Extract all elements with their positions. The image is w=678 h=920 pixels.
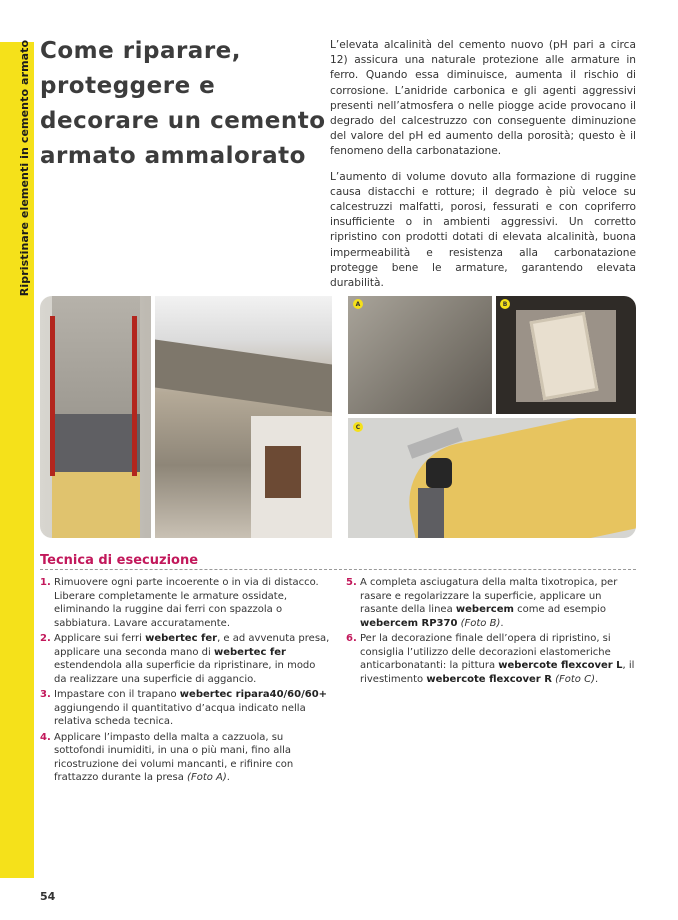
photo-label-c: C [353, 422, 363, 432]
photo-damaged-building [155, 296, 332, 538]
step-text: Applicare l’impasto della malta a cazzuola, su sottofondi inumiditi, in una o più mani, fino alla ricostruzione dei volumi mancanti, e rifinire con frattazzo durante la presa (Foto A). [54, 731, 294, 783]
step-item [346, 632, 636, 686]
product-name: webertec ripara40/60/60+ [179, 689, 328, 700]
section-divider [40, 569, 636, 570]
product-name: webercote flexcover R [426, 673, 552, 685]
intro-paragraph-1: L’elevata alcalinità del cemento nuovo (pH pari a circa 12) assicura una naturale protezione alle armature in ferro. Quando essa diminuisce, aumenta il rischio di corrosione. L’anidride carbonica e gli agenti aggressivi presenti nell’atmosfera o nelle piogge acide provocano il degrado del calcestruzzo con conseguente diminuzione del valore del pH ed aumento della porosità; questo è il fenomeno della carbonatazione. [330, 39, 636, 158]
step-number: 2. [40, 633, 51, 644]
product-name: webertec fer [214, 646, 286, 658]
photo-c-yellow-coating [348, 418, 636, 538]
step-number: 3. [40, 689, 51, 700]
step-text: A completa asciugatura della malta tixotropica, per rasare e regolarizzare la superficie, applicare un rasante della linea webercem come ad esempio webercem RP370 (Foto B). [360, 577, 618, 629]
side-label: Ripristinare elementi in cemento armato [17, 39, 31, 297]
photo-label-a: A [353, 299, 363, 309]
step-text: Rimuovere ogni parte incoerente o in via di distacco. Liberare completamente le armature ossidate, eliminando la ruggine dai ferri con spazzola o sabbiatura. Lavare accuratamente. [54, 577, 319, 629]
photo-pillar-layers [40, 296, 151, 538]
product-name: webercem RP370 [360, 617, 458, 629]
photo-b-float-finishing [496, 296, 636, 414]
step-item [40, 632, 330, 686]
step-number: 4. [40, 731, 51, 743]
photo-a-mortar-application [348, 296, 492, 414]
step-number: 5. [346, 577, 357, 588]
photo-reference: (Foto B) [460, 617, 501, 629]
step-text: Per la decorazione finale dell’opera di ripristino, si consiglia l’utilizzo delle decorazioni elastomeriche anticarbonatanti: la pittura webercote flexcover L, il rivestimento webercote flexcover R (Foto C). [360, 633, 635, 685]
product-name: webertec fer [145, 633, 218, 644]
product-name: webercote flexcover L [498, 660, 623, 671]
intro-paragraph-2: L’aumento di volume dovuto alla formazione di ruggine causa distacchi e rotture; il degrado è più veloce su calcestruzzi malfatti, porosi, fessurati e con copriferro insufficiente o in ambienti aggressivi. Un corretto ripristino con prodotti dotati di elevata alcalinità, buona impermeabilità e resistenza alla carbonatazione protegge bene le armature, garantendo elevata durabilità. [330, 170, 636, 290]
page-title: Come riparare, proteggere e decorare un cemento armato ammalorato [40, 38, 326, 169]
steps-column-1 [40, 576, 330, 787]
steps-column-2 [346, 576, 636, 688]
product-name: webercem [455, 604, 514, 615]
step-text: Impastare con il trapano webertec ripara40/60/60+ aggiungendo il quantitativo d’acqua indicato nella relativa scheda tecnica. [54, 689, 328, 727]
photo-reference: (Foto C) [555, 673, 595, 685]
step-number: 1. [40, 577, 51, 588]
step-item [40, 688, 330, 729]
section-title: Tecnica di esecuzione [40, 553, 199, 568]
step-text: Applicare sui ferri webertec fer, e ad avvenuta presa, applicare una seconda mano di webertec fer estendendola alla superficie da ripristinare, in modo da realizzare una superficie di aggancio. [54, 633, 330, 685]
step-number: 6. [346, 633, 357, 644]
photo-collage [40, 296, 636, 538]
page-number: 54 [40, 890, 56, 903]
step-item [346, 576, 636, 630]
intro-text [330, 38, 636, 301]
photo-reference: (Foto A) [187, 772, 227, 783]
photo-label-b: B [500, 299, 510, 309]
step-item [40, 576, 330, 630]
step-item [40, 731, 330, 785]
